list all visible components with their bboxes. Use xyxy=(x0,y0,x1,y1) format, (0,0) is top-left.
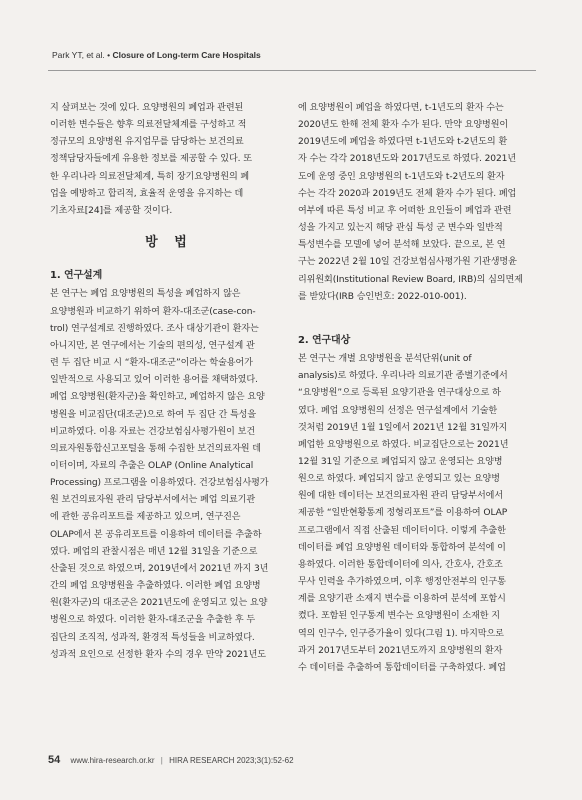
text-line: 자 수는 각각 2018년도와 2017년도로 하였다. 2021년 xyxy=(298,154,517,165)
text-line: 비교하였다. 이용 자료는 건강보험심사평가원이 보건 xyxy=(50,426,256,437)
header-title: Closure of Long-term Care Hospitals xyxy=(112,50,261,60)
footer-separator: | xyxy=(160,756,163,765)
text-line: 업을 예방하고 합리적, 효율적 운영을 유지하는 데 xyxy=(50,188,244,199)
text-line: 폐업 요양병원(환자군)을 확인하고, 폐업하지 않은 요양 xyxy=(50,392,265,403)
text-line: 산출된 것으로 하였으며, 2019년에서 2021년 까지 3년 xyxy=(50,563,269,574)
text-line: 병원으로 하였다. 이러한 환자-대조군을 추출한 후 두 xyxy=(50,615,256,626)
text-line: 기초자료[24]를 제공할 것이다. xyxy=(50,205,173,216)
right-column xyxy=(298,100,536,677)
text-line: 이터이며, 자료의 추출은 OLAP (Online Analytical xyxy=(50,460,254,471)
text-line: 였다. 폐업의 관찰시점은 매년 12월 31일을 기준으로 xyxy=(50,546,258,557)
text-line: 제공한 “일반현황통계 정형리포트”를 이용하여 OLAP xyxy=(298,508,508,519)
text-line: 의료자원통합신고포털을 통해 수집한 보건의료자원 데 xyxy=(50,443,261,454)
text-line: 원 보건의료자원 관리 담당부서에서는 폐업 의료기관 xyxy=(50,495,256,506)
text-line: 를 받았다(IRB 승인번호: 2022-010-001). xyxy=(298,291,467,302)
section-title-methods: 방 법 xyxy=(145,235,193,251)
text-line: 요양병원과 비교하기 위하여 환자-대조군(case-con- xyxy=(50,306,256,317)
text-line: 원(환자군)의 대조군은 2021년도에 운영되고 있는 요양 xyxy=(50,598,268,609)
text-line: 수는 각각 2020과 2019년도 전체 환자 수가 된다. 폐업 xyxy=(298,188,517,199)
text-line: 에 관한 공유리포트를 제공하고 있으며, 연구진은 xyxy=(50,512,241,523)
text-line: 2020년도 한해 전체 환자 수가 된다. 만약 요양병원이 xyxy=(298,120,509,131)
header-authors: Park YT, et al. xyxy=(52,50,105,60)
text-line: 성과적 요인으로 선정한 환자 수의 경우 만약 2021년도 xyxy=(50,649,266,660)
text-line: 련 두 집단 비교 시 “환자-대조군”이라는 학술용어가 xyxy=(50,358,253,369)
header-separator: • xyxy=(104,50,113,60)
text-line: 프로그램에서 직접 산출된 데이터이다. 이렇게 추출한 xyxy=(298,525,506,536)
text-line: 본 연구는 개별 요양병원을 분석단위(unit of xyxy=(298,354,472,365)
text-line: OLAP에서 본 공유리포트를 이용하여 데이터를 추출하 xyxy=(50,529,262,540)
text-line: 용하였다. 이러한 통합데이터에 의사, 간호사, 간호조 xyxy=(298,559,503,570)
text-line: 2019년도에 폐업을 하였다면 t-1년도와 t-2년도의 환 xyxy=(298,137,507,148)
text-line: 원에 대한 데이터는 보건의료자원 관리 담당부서에서 xyxy=(298,491,504,502)
text-line: 간의 폐업 요양병원을 추출하였다. 이러한 폐업 요양병 xyxy=(50,581,261,592)
text-line: 켰다. 포함된 인구통계 변수는 요양병원이 소재한 지 xyxy=(298,611,500,622)
header-divider xyxy=(48,70,536,71)
text-line: 지 살펴보는 것에 있다. 요양병원의 폐업과 관련된 xyxy=(50,103,244,113)
text-line: 에 요양병원이 폐업을 하였다면, t-1년도의 환자 수는 xyxy=(298,103,504,113)
text-line: 본 연구는 폐업 요양병원의 특성을 폐업하지 않은 xyxy=(50,289,241,300)
text-line: 여부에 따른 특성 비교 후 어떠한 요인들이 폐업과 관련 xyxy=(298,205,512,216)
text-line: 한 우리나라 의료전달체계, 특히 장기요양병원의 폐 xyxy=(50,171,250,182)
running-header xyxy=(52,50,261,60)
subhead-study-design: 1. 연구설계 xyxy=(50,270,103,282)
footer-journal: HIRA RESEARCH 2023;3(1):52-62 xyxy=(169,756,294,765)
footer-website: www.hira-research.or.kr xyxy=(70,756,155,765)
text-line: 집단의 조직적, 성과적, 환경적 특성들을 비교하였다. xyxy=(50,632,255,643)
page-footer xyxy=(48,754,294,766)
text-line: “요양병원”으로 등록된 요양기관을 연구대상으로 하 xyxy=(298,388,501,399)
text-line: trol) 연구설계로 진행하였다. 조사 대상기관이 환자는 xyxy=(50,323,259,334)
text-line: 병원을 비교집단(대조군)으로 하여 두 집단 간 특성을 xyxy=(50,409,257,420)
text-line: 일반적으로 사용되고 있어 이러한 용어를 채택하였다. xyxy=(50,375,258,386)
text-line: 였다. 폐업 요양병원의 선정은 연구설계에서 기술한 xyxy=(298,405,498,416)
text-line: 정책담당자들에게 유용한 정보를 제공할 수 있다. 또 xyxy=(50,154,252,165)
study-subjects-paragraph xyxy=(298,351,536,677)
text-line: 과거 2017년도부터 2021년도까지 요양병원의 환자 xyxy=(298,645,503,656)
study-design-paragraph-continued xyxy=(298,100,536,306)
text-line: 폐업한 요양병원으로 하였다. 비교집단으로는 2021년 xyxy=(298,439,509,450)
left-column xyxy=(50,100,288,664)
page-number: 54 xyxy=(48,754,61,766)
text-line: 수 데이터를 추출하여 통합데이터를 구축하였다. 폐업 xyxy=(298,662,506,673)
text-line: 데이터를 폐업 요양병원 데이터와 통합하여 분석에 이 xyxy=(298,542,506,553)
text-line: 이러한 변수들은 향후 의료전달체계를 구성하고 적 xyxy=(50,120,247,131)
text-line: 아니지만, 본 연구에서는 기술의 편의성, 연구설계 관 xyxy=(50,340,255,351)
text-line: 무사 인력을 추가하였으며, 이후 행정안전부의 인구통 xyxy=(298,577,506,588)
text-line: 역의 인구수, 인구증가율이 있다(그림 1). 마지막으로 xyxy=(298,628,504,639)
text-line: 도에 운영 중인 요양병원의 t-1년도와 t-2년도의 환자 xyxy=(298,171,505,182)
text-line: analysis)로 하였다. 우리나라 의료기관 종별기준에서 xyxy=(298,371,508,382)
text-line: 구는 2022년 2월 10일 건강보험심사평가원 기관생명윤 xyxy=(298,257,517,268)
study-design-paragraph xyxy=(50,286,288,663)
intro-paragraph xyxy=(50,100,288,220)
text-line: 원으로 하였다. 폐업되지 않고 운영되고 있는 요양병 xyxy=(298,474,500,485)
text-line: Processing) 프로그램을 이용하였다. 건강보험심사평가 xyxy=(50,478,269,489)
text-line: 성을 가지고 있는지 해당 관심 특성 군 변수와 일반적 xyxy=(298,223,503,234)
text-line: 정규모의 요양병원 유지업무를 담당하는 보건의료 xyxy=(50,137,244,148)
text-line: 리위원회(Institutional Review Board, IRB)의 심의면제 xyxy=(298,274,523,285)
text-line: 특성변수를 모델에 넣어 분석해 보았다. 끝으로, 본 연 xyxy=(298,240,506,251)
text-line: 12월 31일 기준으로 폐업되지 않고 운영되는 요양병 xyxy=(298,456,503,467)
text-line: 것처럼 2019년 1월 1일에서 2021년 12월 31일까지 xyxy=(298,422,508,433)
text-line: 계를 요양기관 소재지 변수를 이용하여 분석에 포함시 xyxy=(298,594,506,605)
subhead-study-subjects: 2. 연구대상 xyxy=(298,334,351,346)
